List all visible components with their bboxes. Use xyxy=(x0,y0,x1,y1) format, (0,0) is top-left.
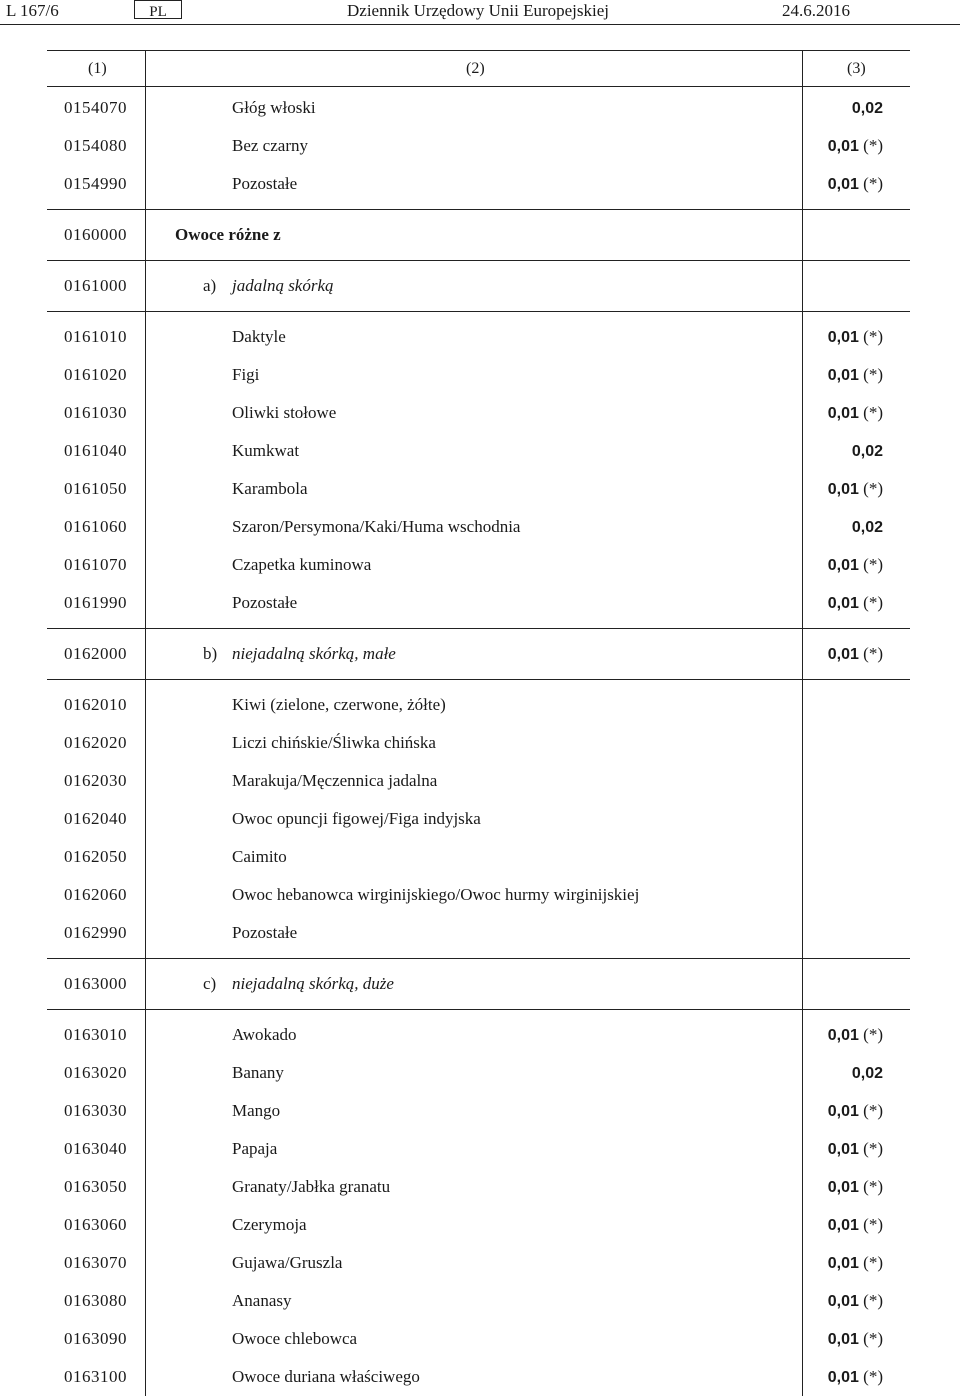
mrl-value: 0,01 (*) xyxy=(827,1253,883,1272)
product-code: 0161030 xyxy=(64,403,127,422)
mrl-value: 0,01 (*) xyxy=(827,1291,883,1310)
product-name: Awokado xyxy=(232,1025,297,1044)
subgroup-row-c xyxy=(47,958,910,1009)
table-row xyxy=(47,914,910,952)
product-code: 0162020 xyxy=(64,733,127,752)
product-name: Granaty/Jabłka granatu xyxy=(232,1177,391,1196)
subgroup-name: niejadalną skórką, małe xyxy=(232,644,396,663)
table-row xyxy=(47,838,910,876)
product-name: Czerymoja xyxy=(232,1215,307,1234)
product-name: Owoc opuncji figowej/Figa indyjska xyxy=(232,809,481,828)
product-code: 0163070 xyxy=(64,1253,127,1272)
product-code: 0161990 xyxy=(64,593,127,612)
subgroup-code: 0161000 xyxy=(64,276,127,295)
table-row xyxy=(47,1358,910,1396)
mrl-value: 0,02 xyxy=(851,100,883,117)
product-code: 0162010 xyxy=(64,695,127,714)
mrl-value: 0,02 xyxy=(851,519,883,536)
product-code: 0162060 xyxy=(64,885,127,904)
table-row xyxy=(47,318,910,356)
group-row xyxy=(47,209,910,260)
product-name: Głóg włoski xyxy=(232,98,316,117)
product-code: 0163060 xyxy=(64,1215,127,1234)
subgroup-name: jadalną skórką xyxy=(232,276,334,295)
product-name: Caimito xyxy=(232,847,287,866)
mrl-value: 0,02 xyxy=(851,1065,883,1082)
page-reference: L 167/6 xyxy=(6,1,59,20)
mrl-value: 0,01 (*) xyxy=(827,1139,883,1158)
subgroup-code: 0163000 xyxy=(64,974,127,993)
column-header-row xyxy=(47,50,910,87)
table-row xyxy=(47,356,910,394)
mrl-value: 0,01 (*) xyxy=(827,1101,883,1120)
product-code: 0162990 xyxy=(64,923,127,942)
product-code: 0161020 xyxy=(64,365,127,384)
product-code: 0154070 xyxy=(64,98,127,117)
table-row xyxy=(47,394,910,432)
product-code: 0154080 xyxy=(64,136,127,155)
product-name: Figi xyxy=(232,365,260,384)
table-row xyxy=(47,508,910,546)
subgroup-letter: b) xyxy=(203,644,218,663)
table-row xyxy=(47,762,910,800)
product-name: Owoce duriana właściwego xyxy=(232,1367,420,1386)
subgroup-code: 0162000 xyxy=(64,644,127,663)
product-code: 0161010 xyxy=(64,327,127,346)
product-name: Liczi chińskie/Śliwka chińska xyxy=(232,733,436,752)
product-code: 0161040 xyxy=(64,441,127,460)
product-code: 0162030 xyxy=(64,771,127,790)
product-name: Ananasy xyxy=(232,1291,292,1310)
table-row xyxy=(47,686,910,724)
product-name: Owoce chlebowca xyxy=(232,1329,358,1348)
mrl-value: 0,01 (*) xyxy=(827,1329,883,1348)
product-code: 0163090 xyxy=(64,1329,127,1348)
product-name: Daktyle xyxy=(232,327,286,346)
mrl-value: 0,01 (*) xyxy=(827,1215,883,1234)
table-row xyxy=(47,584,910,622)
mrl-value: 0,01 (*) xyxy=(827,327,883,346)
table-row xyxy=(47,1092,910,1130)
product-name: Kiwi (zielone, czerwone, żółte) xyxy=(232,695,446,714)
column-header-3: (3) xyxy=(847,60,866,77)
table-row xyxy=(47,1016,910,1054)
subgroup-letter: c) xyxy=(203,974,217,993)
product-name: Oliwki stołowe xyxy=(232,403,337,422)
product-name: Gujawa/Gruszla xyxy=(232,1253,343,1272)
table-row xyxy=(47,876,910,914)
product-name: Bez czarny xyxy=(232,136,308,155)
table-row xyxy=(47,165,910,203)
mrl-value: 0,01 (*) xyxy=(827,1025,883,1044)
product-name: Pozostałe xyxy=(232,593,298,612)
subgroup-letter: a) xyxy=(203,276,217,295)
mrl-value: 0,01 (*) xyxy=(827,136,883,155)
product-name: Owoc hebanowca wirginijskiego/Owoc hurmy wirginijskiej xyxy=(232,885,640,904)
table-row xyxy=(47,800,910,838)
product-code: 0161060 xyxy=(64,517,127,536)
group-code: 0160000 xyxy=(64,225,127,244)
table-row xyxy=(47,1130,910,1168)
product-name: Mango xyxy=(232,1101,281,1120)
table-row xyxy=(47,470,910,508)
table-row xyxy=(47,1168,910,1206)
table-row xyxy=(47,1282,910,1320)
language-badge: PL xyxy=(134,0,182,19)
table-row xyxy=(47,89,910,127)
mrl-value: 0,01 (*) xyxy=(827,1177,883,1196)
product-code: 0162040 xyxy=(64,809,127,828)
mrl-value: 0,02 xyxy=(851,443,883,460)
product-code: 0161050 xyxy=(64,479,127,498)
mrl-value: 0,01 (*) xyxy=(827,555,883,574)
product-name: Pozostałe xyxy=(232,923,298,942)
product-code: 0163030 xyxy=(64,1101,127,1120)
table-row xyxy=(47,724,910,762)
subgroup-name: niejadalną skórką, duże xyxy=(232,974,394,993)
group-name: Owoce różne z xyxy=(175,225,281,244)
column-header-1: (1) xyxy=(88,60,107,77)
subgroup-row-a xyxy=(47,260,910,311)
journal-title: Dziennik Urzędowy Unii Europejskiej xyxy=(347,1,610,20)
product-code: 0163040 xyxy=(64,1139,127,1158)
product-name: Karambola xyxy=(232,479,308,498)
table-row xyxy=(47,1206,910,1244)
product-name: Czapetka kuminowa xyxy=(232,555,372,574)
mrl-table xyxy=(47,50,910,1396)
mrl-value: 0,01 (*) xyxy=(827,479,883,498)
product-code: 0163050 xyxy=(64,1177,127,1196)
product-name: Marakuja/Męczennica jadalna xyxy=(232,771,438,790)
subgroup-row-b xyxy=(47,628,910,679)
product-name: Kumkwat xyxy=(232,441,300,460)
table-row xyxy=(47,127,910,165)
mrl-value: 0,01 (*) xyxy=(827,365,883,384)
table-row xyxy=(47,1054,910,1092)
product-code: 0163020 xyxy=(64,1063,127,1082)
publication-date: 24.6.2016 xyxy=(782,1,850,20)
product-code: 0163010 xyxy=(64,1025,127,1044)
column-header-2: (2) xyxy=(466,60,485,77)
mrl-value: 0,01 (*) xyxy=(827,403,883,422)
table-row xyxy=(47,432,910,470)
product-code: 0163080 xyxy=(64,1291,127,1310)
product-code: 0163100 xyxy=(64,1367,127,1386)
product-name: Szaron/Persymona/Kaki/Huma wschodnia xyxy=(232,517,521,536)
product-code: 0161070 xyxy=(64,555,127,574)
mrl-value: 0,01 (*) xyxy=(827,644,883,663)
table-row xyxy=(47,546,910,584)
page-header xyxy=(0,0,960,25)
product-code: 0162050 xyxy=(64,847,127,866)
product-name: Pozostałe xyxy=(232,174,298,193)
mrl-value: 0,01 (*) xyxy=(827,1367,883,1386)
mrl-value: 0,01 (*) xyxy=(827,174,883,193)
table-row xyxy=(47,1320,910,1358)
product-name: Papaja xyxy=(232,1139,278,1158)
table-row xyxy=(47,1244,910,1282)
product-name: Banany xyxy=(232,1063,284,1082)
mrl-value: 0,01 (*) xyxy=(827,593,883,612)
product-code: 0154990 xyxy=(64,174,127,193)
